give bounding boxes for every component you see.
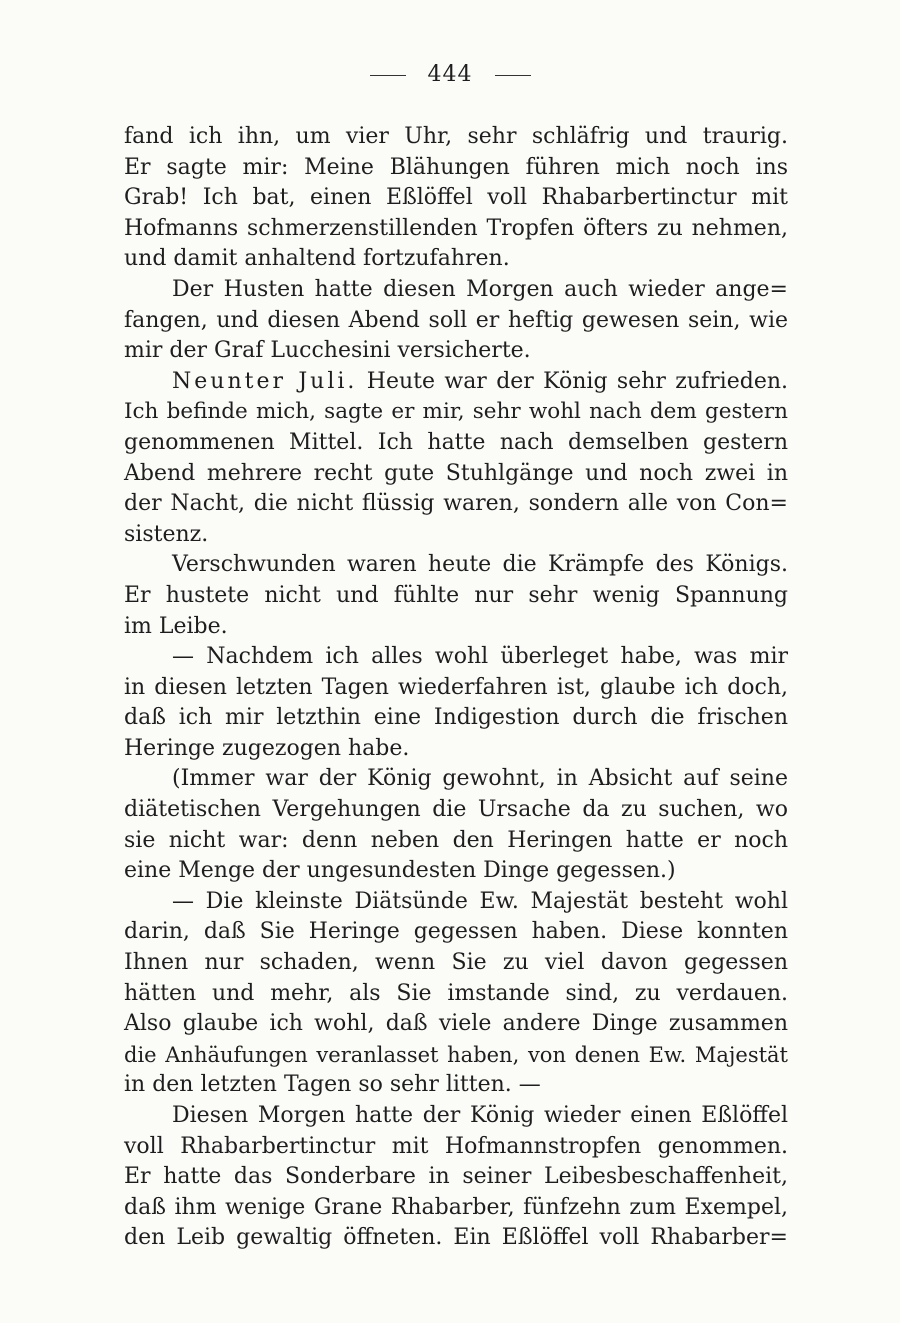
text-line: Grab! Ich bat, einen Eßlöffel voll Rhabarbertinctur mit (124, 185, 788, 211)
text-line: fand ich ihn, um vier Uhr, sehr schläfrig und traurig. (124, 124, 788, 149)
text-line: Er sagte mir: Meine Blähungen führen mich noch ins (124, 154, 788, 180)
text-line: Verschwunden waren heute die Krämpfe des Königs. (172, 552, 788, 578)
text-line: genommenen Mittel. Ich hatte nach demselben gestern (124, 429, 788, 455)
page-header (0, 62, 900, 87)
text-line: die Anhäufungen veranlasset haben, von denen Ew. Majestät (124, 1042, 788, 1067)
text-line: diätetischen Vergehungen die Ursache da zu suchen, wo (124, 797, 788, 823)
text-line: Ihnen nur schaden, wenn Sie zu viel davon gegessen (124, 950, 788, 976)
text-line: daß ihm wenige Grane Rhabarber, fünfzehn zum Exempel, (124, 1194, 788, 1220)
text-line: fangen, und diesen Abend soll er heftig gewesen sein, wie (124, 307, 788, 333)
header-dash-left (370, 75, 406, 76)
text-line: Diesen Morgen hatte der König wieder einen Eßlöffel (172, 1103, 788, 1128)
text-line-rest: Heute war der König sehr zufrieden. (357, 368, 789, 394)
text-line: daß ich mir letzthin eine Indigestion durch die frischen (124, 705, 788, 731)
text-line: (Immer war der König gewohnt, in Absicht auf seine (172, 766, 788, 792)
text-line: Hofmanns schmerzenstillenden Tropfen öfters zu nehmen, (124, 215, 788, 241)
text-line: eine Menge der ungesundesten Dinge gegessen.) (124, 858, 676, 884)
text-line: in den letzten Tagen so sehr litten. — (124, 1072, 541, 1098)
text-line: sie nicht war: denn neben den Heringen hatte er noch (124, 827, 788, 853)
text-line: Er hustete nicht und fühlte nur sehr wenig Spannung (124, 582, 788, 608)
text-line: hätten und mehr, als Sie imstande sind, zu verdauen. (124, 980, 788, 1006)
text-line: Er hatte das Sonderbare in seiner Leibesbeschaffenheit, (124, 1164, 788, 1190)
text-line (124, 367, 788, 398)
text-line: den Leib gewaltig öffneten. Ein Eßlöffel voll Rhabarber= (124, 1225, 788, 1251)
text-line: — Die kleinste Diätsünde Ew. Majestät besteht wohl (172, 888, 788, 914)
text-line: darin, daß Sie Heringe gegessen haben. Diese konnten (124, 919, 788, 945)
text-line: in diesen letzten Tagen wiederfahren ist, glaube ich doch, (124, 674, 788, 700)
header-dash-right (495, 75, 531, 76)
text-line: voll Rhabarbertinctur mit Hofmannstropfen genommen. (124, 1133, 788, 1159)
text-line: sistenz. (124, 521, 209, 547)
page-number: 444 (427, 62, 473, 87)
text-line: Ich befinde mich, sagte er mir, sehr wohl nach dem gestern (124, 399, 788, 425)
text-line: Also glaube ich wohl, daß viele andere Dinge zusammen (124, 1011, 788, 1037)
date-heading: Neunter Juli. (172, 368, 358, 394)
text-line: — Nachdem ich alles wohl überleget habe, was mir (172, 644, 788, 670)
text-line: Heringe zugezogen habe. (124, 735, 410, 761)
text-line: mir der Graf Lucchesini versicherte. (124, 338, 531, 364)
body-text (124, 122, 788, 1254)
text-line: und damit anhaltend fortzufahren. (124, 246, 510, 272)
text-line: im Leibe. (124, 613, 228, 639)
text-line: der Nacht, die nicht flüssig waren, sondern alle von Con= (124, 491, 788, 517)
text-line: Der Husten hatte diesen Morgen auch wieder ange= (172, 276, 788, 302)
text-line: Abend mehrere recht gute Stuhlgänge und noch zwei in (124, 460, 788, 486)
